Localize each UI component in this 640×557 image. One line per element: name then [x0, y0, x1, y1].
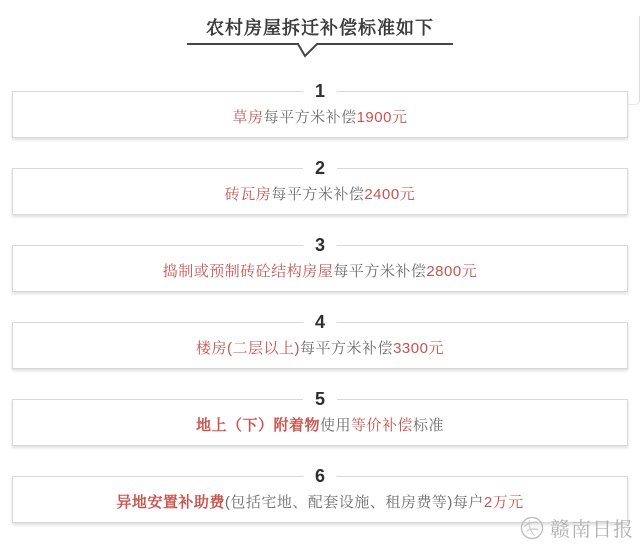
item-text-segment: 每平方米补偿 [271, 185, 365, 203]
gannan-daily-logo-icon [517, 512, 548, 543]
item-number: 2 [303, 159, 337, 177]
item-text-segment: 2万元 [483, 493, 524, 511]
item-text-segment: 每平方米补偿 [263, 108, 357, 126]
item-text-segment: 地上（下）附着物 [195, 416, 320, 434]
item-number: 4 [303, 313, 337, 331]
title-underline-with-notch [187, 42, 453, 58]
item-text-segment: 草房 [232, 108, 264, 126]
item-text-segment: 每平方米补偿 [300, 339, 394, 357]
item-number: 5 [303, 390, 337, 408]
compensation-box [12, 235, 628, 292]
compensation-box [12, 312, 628, 369]
item-text-segment: 楼房(二层以上) [196, 339, 301, 357]
item-text-segment: (包括宅地、配套设施、租房费等)每户 [224, 493, 484, 511]
item-text-segment: 3300元 [393, 339, 444, 357]
item-text-segment: 捣制或预制砖砼结构房屋 [162, 262, 334, 280]
compensation-box [12, 389, 628, 446]
compensation-box [12, 158, 628, 215]
page-title: 农村房屋拆迁补偿标准如下 [206, 18, 434, 38]
compensation-box [12, 81, 628, 138]
watermark-text: 赣南日报 [550, 519, 634, 541]
compensation-list [0, 81, 640, 523]
item-text-segment: 使用 [319, 416, 351, 434]
infographic-page [0, 16, 640, 557]
item-text-segment: 等价补偿 [351, 416, 414, 434]
item-text-segment: 异地安置补助费 [116, 493, 225, 511]
item-text-segment: 2800元 [426, 262, 478, 280]
item-text-segment: 每平方米补偿 [333, 262, 427, 280]
item-text-segment: 1900元 [356, 108, 408, 126]
item-text-segment: 标准 [413, 416, 445, 434]
item-number: 3 [303, 236, 337, 254]
item-number: 6 [303, 467, 337, 485]
watermark [519, 513, 634, 542]
item-number: 1 [303, 82, 337, 100]
item-text-segment: 2400元 [364, 185, 416, 203]
item-text-segment: 砖瓦房 [224, 185, 272, 203]
